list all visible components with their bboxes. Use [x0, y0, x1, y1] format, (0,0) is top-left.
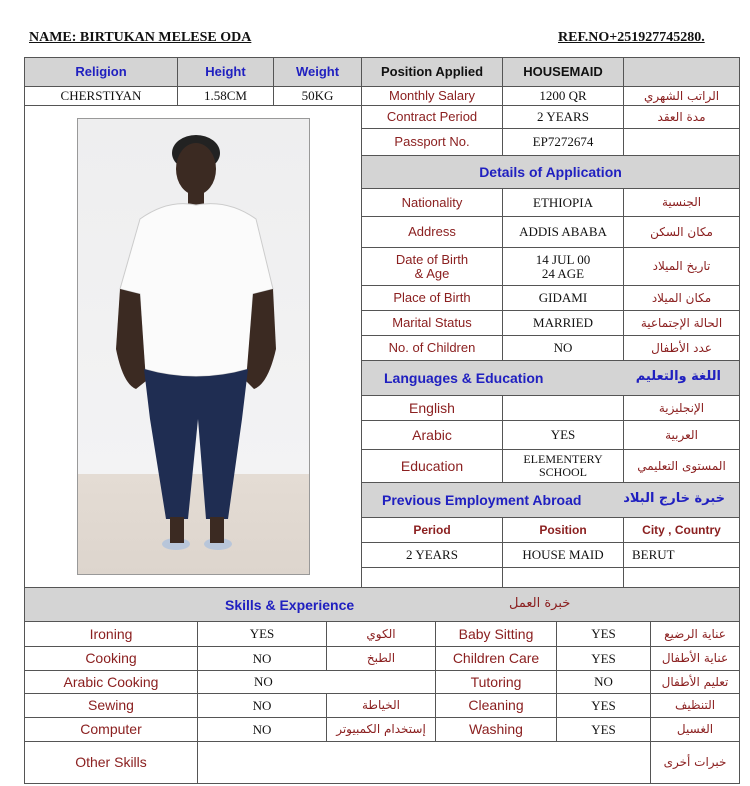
children-value: NO: [502, 335, 624, 361]
address-value: ADDIS ABABA: [502, 216, 624, 248]
english-arabic: الإنجليزية: [623, 395, 740, 421]
employment-empty-cell: [361, 567, 503, 588]
position-header: Position: [502, 517, 624, 543]
reference-number: REF.NO+251927745280.: [558, 30, 705, 45]
previous-employment-arabic: خبرة خارج البلاد: [623, 491, 725, 506]
skill-arabic: التنظيف: [650, 693, 740, 718]
previous-employment-title-bar: [361, 482, 740, 518]
skill-value: NO: [197, 646, 327, 671]
nationality-label: Nationality: [361, 188, 503, 217]
english-label: English: [361, 395, 503, 421]
other-skills-value: [197, 741, 651, 784]
skill-value: YES: [556, 717, 651, 742]
skill-arabic: الغسيل: [650, 717, 740, 742]
skill-label: Sewing: [24, 693, 198, 718]
arabic-value: YES: [502, 420, 624, 450]
passport-label: Passport No.: [361, 128, 503, 156]
skill-value: YES: [556, 621, 651, 647]
children-label: No. of Children: [361, 335, 503, 361]
education-label: Education: [361, 449, 503, 483]
height-value: 1.58CM: [177, 86, 274, 106]
other-skills-arabic: خبرات أخرى: [650, 741, 740, 784]
arabic-language-arabic: العربية: [623, 420, 740, 450]
date-of-birth-arabic: تاريخ الميلاد: [623, 247, 740, 286]
skill-label: Washing: [435, 717, 557, 742]
skills-experience-title: Skills & Experience: [225, 597, 355, 613]
english-value: [502, 395, 624, 421]
marital-status-arabic: الحالة الإجتماعية: [623, 310, 740, 336]
contract-period-label: Contract Period: [361, 105, 503, 129]
marital-status-value: MARRIED: [502, 310, 624, 336]
skill-value: YES: [556, 693, 651, 718]
contract-period-arabic: مدة العقد: [623, 105, 740, 129]
address-arabic: مكان السكن: [623, 216, 740, 248]
education-value: ELEMENTERY SCHOOL: [502, 449, 624, 483]
skill-label: Cleaning: [435, 693, 557, 718]
skill-label: Tutoring: [435, 670, 557, 694]
employment-empty-cell: [623, 567, 740, 588]
skill-arabic: الكوي: [326, 621, 436, 647]
monthly-salary-label: Monthly Salary: [361, 86, 503, 106]
place-of-birth-arabic: مكان الميلاد: [623, 285, 740, 311]
skill-label: Arabic Cooking: [24, 670, 198, 694]
skill-value: NO: [197, 693, 327, 718]
skill-arabic: الطبخ: [326, 646, 436, 671]
monthly-salary-arabic: الراتب الشهري: [623, 86, 740, 106]
skill-arabic: الخياطة: [326, 693, 436, 718]
height-header: Height: [177, 57, 274, 87]
skill-value: NO: [556, 670, 651, 694]
position-applied-value: HOUSEMAID: [502, 57, 624, 87]
employment-city-value: BERUT: [623, 542, 740, 568]
details-of-application-title: Details of Application: [361, 155, 740, 189]
skill-arabic: إستخدام الكمبيوتر: [326, 717, 436, 742]
skill-arabic: عناية الأطفال: [650, 646, 740, 671]
passport-value: EP7272674: [502, 128, 624, 156]
skill-label: Computer: [24, 717, 198, 742]
skill-value: NO: [197, 670, 436, 694]
skills-experience-title-bar: [24, 587, 740, 622]
languages-education-title-bar: [361, 360, 740, 396]
weight-value: 50KG: [273, 86, 362, 106]
position-arabic-blank: [623, 57, 740, 87]
skill-arabic: عناية الرضيع: [650, 621, 740, 647]
previous-employment-title: Previous Employment Abroad: [382, 492, 582, 508]
candidate-photo: [77, 118, 310, 575]
position-applied-header: Position Applied: [361, 57, 503, 87]
address-label: Address: [361, 216, 503, 248]
passport-arabic: [623, 128, 740, 156]
religion-value: CHERSTIYAN: [24, 86, 178, 106]
monthly-salary-value: 1200 QR: [502, 86, 624, 106]
skill-label: Cooking: [24, 646, 198, 671]
children-arabic: عدد الأطفال: [623, 335, 740, 361]
date-of-birth-label: Date of Birth & Age: [361, 247, 503, 286]
candidate-name: NAME: BIRTUKAN MELESE ODA: [29, 30, 252, 45]
education-arabic: المستوى التعليمي: [623, 449, 740, 483]
skill-value: NO: [197, 717, 327, 742]
languages-education-arabic: اللغة والتعليم: [635, 369, 721, 384]
employment-empty-cell: [502, 567, 624, 588]
languages-education-title: Languages & Education: [384, 370, 544, 386]
other-skills-label: Other Skills: [24, 741, 198, 784]
skill-label: Children Care: [435, 646, 557, 671]
contract-period-value: 2 YEARS: [502, 105, 624, 129]
candidate-figure: [78, 119, 309, 574]
date-of-birth-value: 14 JUL 00 24 AGE: [502, 247, 624, 286]
employment-position-value: HOUSE MAID: [502, 542, 624, 568]
religion-header: Religion: [24, 57, 178, 87]
skill-label: Ironing: [24, 621, 198, 647]
skill-arabic: تعليم الأطفال: [650, 670, 740, 694]
weight-header: Weight: [273, 57, 362, 87]
skills-experience-arabic: خبرة العمل: [509, 596, 571, 611]
nationality-arabic: الجنسية: [623, 188, 740, 217]
skill-value: YES: [197, 621, 327, 647]
employment-period-value: 2 YEARS: [361, 542, 503, 568]
period-header: Period: [361, 517, 503, 543]
place-of-birth-value: GIDAMI: [502, 285, 624, 311]
skill-value: YES: [556, 646, 651, 671]
marital-status-label: Marital Status: [361, 310, 503, 336]
skill-label: Baby Sitting: [435, 621, 557, 647]
place-of-birth-label: Place of Birth: [361, 285, 503, 311]
arabic-label: Arabic: [361, 420, 503, 450]
city-country-header: City , Country: [623, 517, 740, 543]
nationality-value: ETHIOPIA: [502, 188, 624, 217]
